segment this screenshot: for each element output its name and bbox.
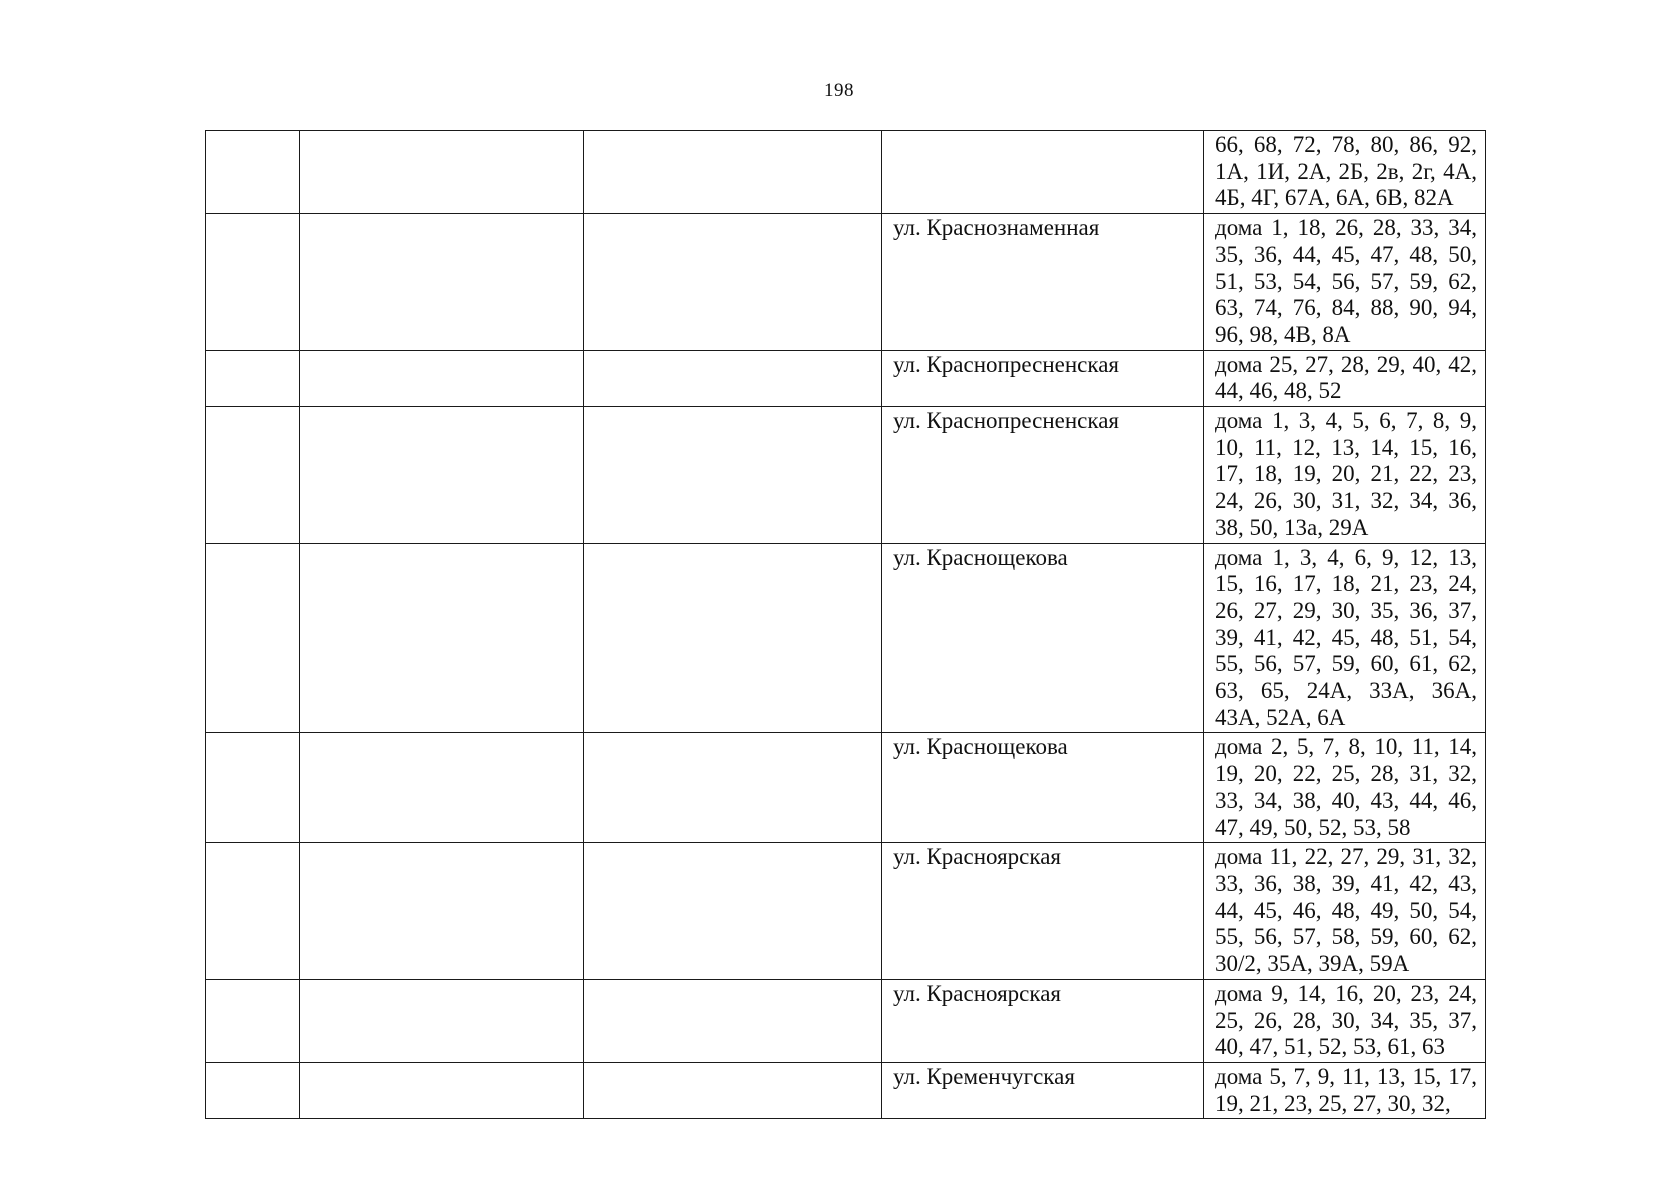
table-cell-empty xyxy=(300,843,584,980)
table-row xyxy=(206,1062,1486,1118)
table-cell-empty xyxy=(206,1062,300,1118)
table-cell-empty xyxy=(206,131,300,214)
table-cell-empty xyxy=(300,131,584,214)
table-cell-empty xyxy=(206,350,300,406)
table-row xyxy=(206,407,1486,544)
street-cell: ул. Кременчугская xyxy=(882,1062,1204,1118)
table-cell-empty xyxy=(300,407,584,544)
table-cell-empty xyxy=(584,131,882,214)
page-number: 198 xyxy=(824,80,854,101)
street-cell: ул. Краснощекова xyxy=(882,733,1204,843)
table-cell-empty xyxy=(584,733,882,843)
table-cell-empty xyxy=(300,733,584,843)
table-row xyxy=(206,843,1486,980)
houses-cell: дома 9, 14, 16, 20, 23, 24, 25, 26, 28, 30, 34, 35, 37, 40, 47, 51, 52, 53, 61, 63 xyxy=(1204,979,1486,1062)
table-cell-empty xyxy=(206,843,300,980)
street-cell: ул. Краснознаменная xyxy=(882,214,1204,351)
houses-cell: дома 25, 27, 28, 29, 40, 42, 44, 46, 48, 52 xyxy=(1204,350,1486,406)
table-row xyxy=(206,979,1486,1062)
table-cell-empty xyxy=(584,214,882,351)
table-row xyxy=(206,214,1486,351)
street-cell: ул. Краснопресненская xyxy=(882,407,1204,544)
table-cell-empty xyxy=(206,407,300,544)
table-cell-empty xyxy=(206,979,300,1062)
street-cell: ул. Краснощекова xyxy=(882,543,1204,733)
table-cell-empty xyxy=(206,214,300,351)
table-cell-empty xyxy=(300,214,584,351)
houses-cell: дома 1, 3, 4, 6, 9, 12, 13, 15, 16, 17, 18, 21, 23, 24, 26, 27, 29, 30, 35, 36, 37, 39, 41, 42, 45, 48, 51, 54, 55, 56, 57, 59, 60, 61, 62, 63, 65, 24А, 33А, 36А, 43А, 52А, 6А xyxy=(1204,543,1486,733)
street-cell: ул. Краснопресненская xyxy=(882,350,1204,406)
table-cell-empty xyxy=(584,979,882,1062)
table-cell-empty xyxy=(584,843,882,980)
street-cell: ул. Красноярская xyxy=(882,979,1204,1062)
address-table xyxy=(205,130,1486,1119)
table-row xyxy=(206,543,1486,733)
houses-cell: 66, 68, 72, 78, 80, 86, 92, 1А, 1И, 2А, 2Б, 2в, 2г, 4А, 4Б, 4Г, 67А, 6А, 6В, 82А xyxy=(1204,131,1486,214)
houses-cell: дома 2, 5, 7, 8, 10, 11, 14, 19, 20, 22, 25, 28, 31, 32, 33, 34, 38, 40, 43, 44, 46, 47, 49, 50, 52, 53, 58 xyxy=(1204,733,1486,843)
table-cell-empty xyxy=(206,733,300,843)
houses-cell: дома 5, 7, 9, 11, 13, 15, 17, 19, 21, 23, 25, 27, 30, 32, xyxy=(1204,1062,1486,1118)
table-cell-empty xyxy=(206,543,300,733)
houses-cell: дома 11, 22, 27, 29, 31, 32, 33, 36, 38, 39, 41, 42, 43, 44, 45, 46, 48, 49, 50, 54, 55, 56, 57, 58, 59, 60, 62, 30/2, 35А, 39А, 59А xyxy=(1204,843,1486,980)
table-cell-empty xyxy=(584,350,882,406)
table-row xyxy=(206,733,1486,843)
table-cell-empty xyxy=(300,979,584,1062)
table-cell-empty xyxy=(584,543,882,733)
street-cell xyxy=(882,131,1204,214)
table-row xyxy=(206,350,1486,406)
houses-cell: дома 1, 18, 26, 28, 33, 34, 35, 36, 44, 45, 47, 48, 50, 51, 53, 54, 56, 57, 59, 62, 63, 74, 76, 84, 88, 90, 94, 96, 98, 4В, 8А xyxy=(1204,214,1486,351)
table-row xyxy=(206,131,1486,214)
table-cell-empty xyxy=(584,407,882,544)
table-cell-empty xyxy=(300,543,584,733)
street-cell: ул. Красноярская xyxy=(882,843,1204,980)
table-cell-empty xyxy=(300,350,584,406)
houses-cell: дома 1, 3, 4, 5, 6, 7, 8, 9, 10, 11, 12, 13, 14, 15, 16, 17, 18, 19, 20, 21, 22, 23, 24, 26, 30, 31, 32, 34, 36, 38, 50, 13а, 29А xyxy=(1204,407,1486,544)
table-cell-empty xyxy=(584,1062,882,1118)
table-cell-empty xyxy=(300,1062,584,1118)
